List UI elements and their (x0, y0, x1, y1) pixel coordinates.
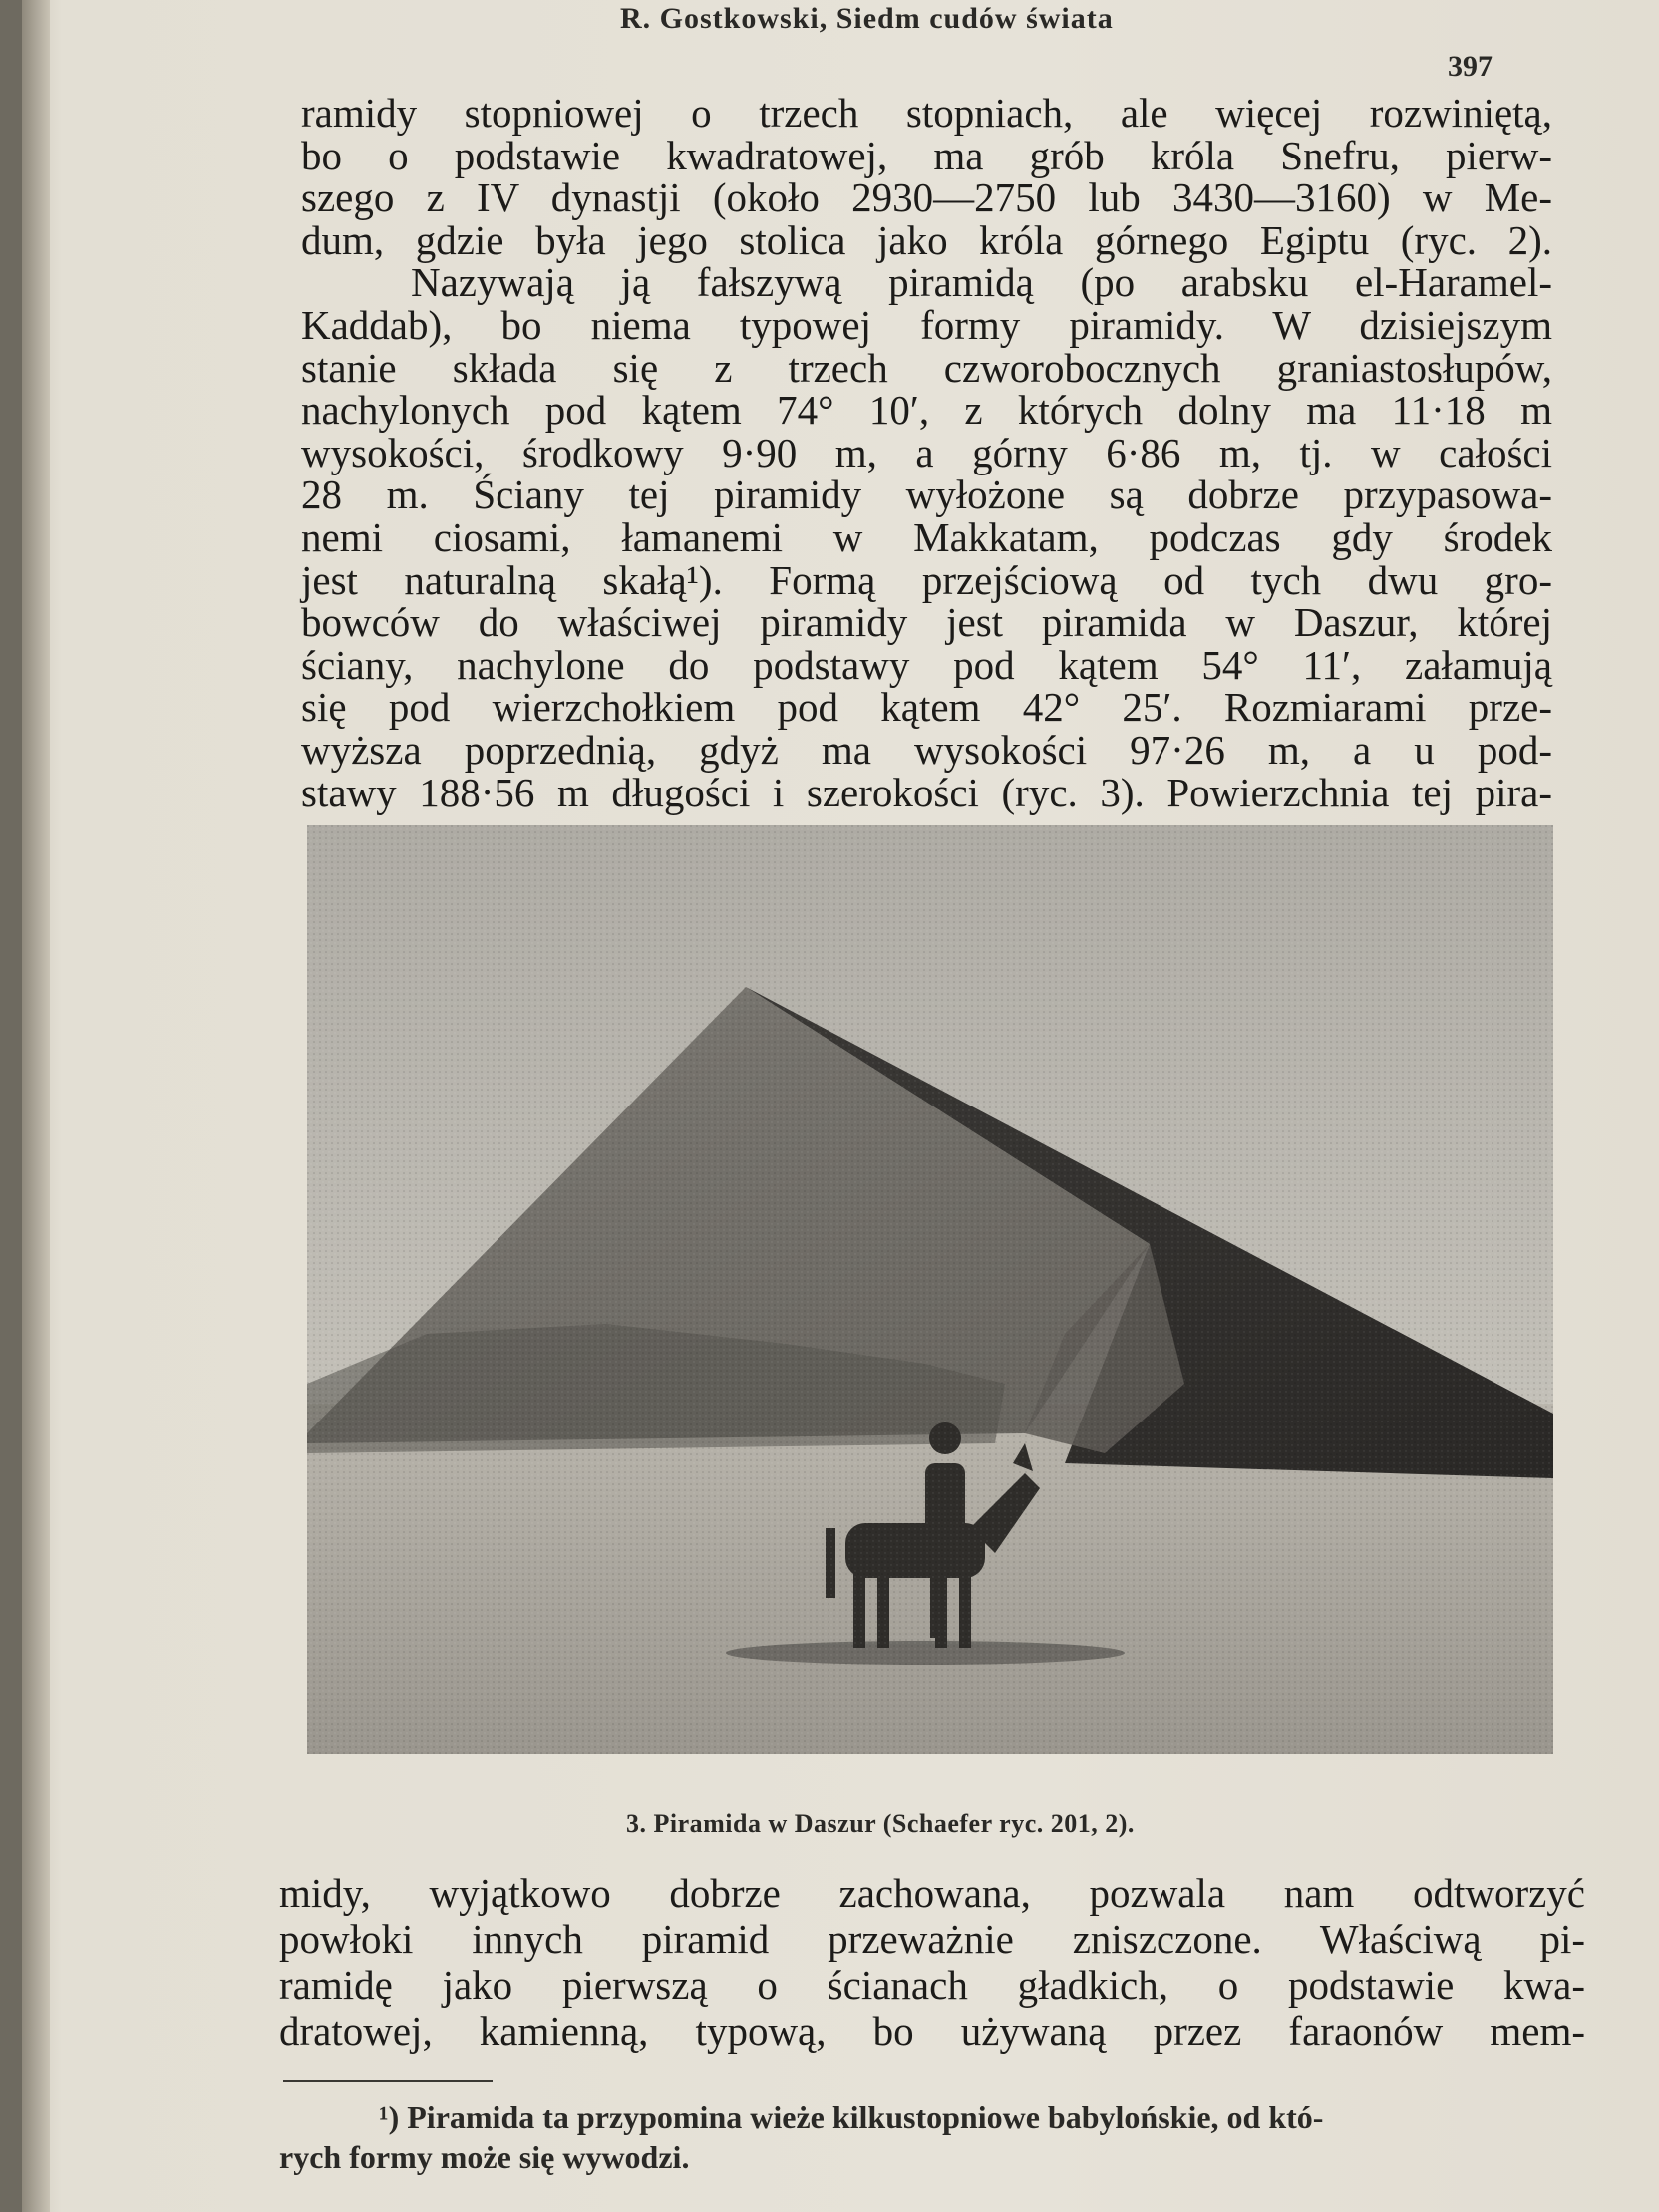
running-head: R. Gostkowski, Siedm cudów świata (620, 2, 1114, 35)
text-line: dratowej, kamienną, typową, bo używaną przez faraonów mem- (279, 2008, 1585, 2054)
text-line: stanie składa się z trzech czworobocznych graniastosłupów, (301, 344, 1552, 391)
text-line: powłoki innych piramid przeważnie zniszczone. Właściwą pi- (279, 1916, 1585, 1962)
text-line: szego z IV dynastji (około 2930—2750 lub 3430—3160) w Me- (301, 174, 1552, 221)
text-line: bowców do właściwej piramidy jest piramida w Daszur, której (301, 599, 1552, 646)
text-line: Kaddab), bo niema typowej formy piramidy. W dzisiejszym (301, 301, 1552, 348)
text-line: Nazywają ją fałszywą piramidą (po arabsku el-Haramel- (411, 259, 1552, 306)
text-line: nachylonych pod kątem 74° 10′, z których dolny ma 11·18 m (301, 387, 1552, 434)
text-line: bo o podstawie kwadratowej, ma grób króla Snefru, pierw- (301, 132, 1552, 178)
text-line: nemi ciosami, łamanemi w Makkatam, podczas gdy środek (301, 513, 1552, 560)
pyramid-photo (307, 825, 1553, 1754)
footnote-line: ¹) Piramida ta przypomina wieże kilkustopniowe babylońskie, od któ- (379, 2099, 1324, 2135)
text-line: dum, gdzie była jego stolica jako króla górnego Egiptu (ryc. 2). (301, 216, 1552, 263)
text-line: stawy 188·56 m długości i szerokości (ryc. 3). Powierzchnia tej pira- (301, 769, 1552, 815)
text-line: jest naturalną skałą¹). Formą przejściową od tych dwu gro- (301, 556, 1552, 603)
footnote (279, 2097, 1585, 2177)
text-line: 28 m. Ściany tej piramidy wyłożone są dobrze przypasowa- (301, 472, 1552, 518)
figure-caption: 3. Piramida w Daszur (Schaefer ryc. 201, 2). (626, 1809, 1135, 1838)
body-text-top (301, 92, 1552, 813)
text-line: się pod wierzchołkiem pod kątem 42° 25′. Rozmiarami prze- (301, 684, 1552, 731)
footnote-rule (283, 2080, 493, 2082)
body-text-bottom (279, 1870, 1585, 2054)
page-number: 397 (1448, 50, 1493, 83)
text-line: wyższa poprzednią, gdyż ma wysokości 97·26 m, a u pod- (301, 726, 1552, 773)
text-line: midy, wyjątkowo dobrze zachowana, pozwala nam odtworzyć (279, 1870, 1585, 1916)
text-line: ramidy stopniowej o trzech stopniach, ale więcej rozwiniętą, (301, 90, 1552, 136)
book-page (22, 0, 1659, 2212)
text-line: ramidę jako pierwszą o ścianach gładkich, o podstawie kwa- (279, 1962, 1585, 2008)
footnote-line: rych formy może się wywodzi. (279, 2139, 690, 2175)
text-line: ściany, nachylone do podstawy pod kątem 54° 11′, załamują (301, 641, 1552, 688)
book-spine (22, 0, 50, 2212)
text-line: wysokości, środkowy 9·90 m, a górny 6·86 m, tj. w całości (301, 429, 1552, 475)
